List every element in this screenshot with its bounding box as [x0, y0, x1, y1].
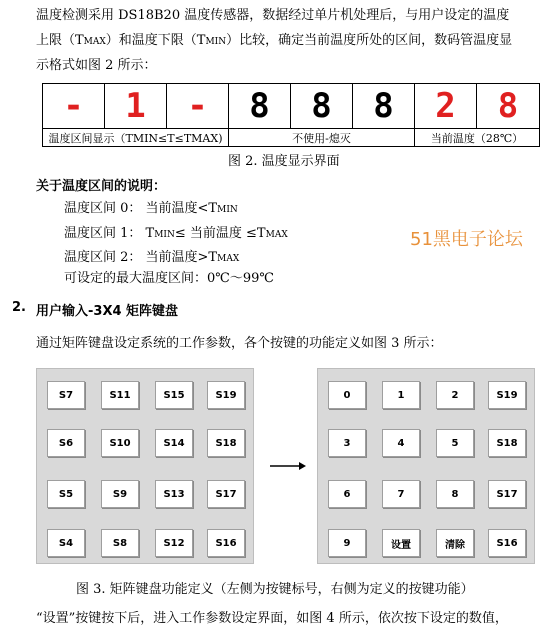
keypad-left-key[interactable]: S7 — [47, 381, 85, 409]
watermark-text: 51黑电子论坛 — [410, 229, 523, 250]
zone-text: ≤ 当前温度 ≤T — [174, 226, 266, 241]
zone-text: 温度区间 1： T — [64, 226, 155, 241]
zone-0-line — [64, 196, 553, 223]
keypad-left-key[interactable]: S6 — [47, 429, 85, 457]
keypad-left-key[interactable]: S14 — [155, 429, 193, 457]
zones-heading: 关于温度区间的说明： — [36, 179, 167, 194]
keypad-left-key[interactable]: S13 — [155, 480, 193, 508]
last-paragraph-line: “设置”按键按下后，进入工作参数设定界面，如图 4 所示，依次按下设定的数值， — [36, 611, 508, 626]
keypad-left-key[interactable]: S10 — [101, 429, 139, 457]
digit-8: 8 — [497, 86, 519, 126]
subscript: MAX — [217, 254, 240, 264]
subscript: MAX — [83, 37, 106, 47]
label-unused: 不使用-熄灭 — [229, 128, 415, 147]
digit-4: 8 — [229, 84, 291, 128]
keypad-right-key[interactable]: 7 — [382, 480, 420, 508]
keypad-right-key[interactable]: 0 — [328, 381, 366, 409]
keypad-left-key[interactable]: S17 — [207, 480, 245, 508]
figure-2-caption: 图 2. 温度显示界面 — [228, 154, 340, 169]
seven-segment-display — [42, 83, 540, 147]
intro-line-2 — [36, 28, 546, 55]
keypad-right-key[interactable]: 1 — [382, 381, 420, 409]
keypad-left-key[interactable]: S12 — [155, 529, 193, 557]
keypad-right-key[interactable]: 8 — [436, 480, 474, 508]
keypad-right-key[interactable]: S17 — [488, 480, 526, 508]
digit-7: 2 — [415, 84, 477, 128]
keypad-right-key[interactable]: S18 — [488, 429, 526, 457]
intro-text: ）和温度下限（T — [105, 33, 206, 48]
keypad-right-key[interactable]: 6 — [328, 480, 366, 508]
keypad-right-key[interactable]: 清除 — [436, 529, 474, 557]
digit-5: 8 — [291, 84, 353, 128]
keypad-right-key[interactable]: S16 — [488, 529, 526, 557]
keypad-left-key[interactable]: S18 — [207, 429, 245, 457]
keypad-right-key[interactable]: 4 — [382, 429, 420, 457]
keypad-right-key[interactable]: S19 — [488, 381, 526, 409]
intro-text: ）比较，确定当前温度所处的区间，数码管温度显 — [226, 33, 513, 48]
digit-3: - — [167, 84, 229, 128]
keypad-right-key[interactable]: 3 — [328, 429, 366, 457]
zone-text: 温度区间 0： 当前温度<T — [64, 201, 218, 216]
subscript: MAX — [265, 230, 288, 240]
keypad-left-key[interactable]: S9 — [101, 480, 139, 508]
keypad-left-key[interactable]: S4 — [47, 529, 85, 557]
keypad-left-key[interactable]: S11 — [101, 381, 139, 409]
keypad-left-key[interactable]: S5 — [47, 480, 85, 508]
label-current-temp: 当前温度（28℃） — [415, 128, 539, 147]
keypad-left-key[interactable]: S19 — [207, 381, 245, 409]
section-number: 2. — [12, 300, 26, 315]
keypad-right-key[interactable]: 设置 — [382, 529, 420, 557]
keypad-left-labels — [36, 368, 254, 564]
subscript: MIN — [217, 205, 238, 215]
section-title: 用户输入-3X4 矩阵键盘 — [36, 304, 179, 319]
zone-text: 温度区间 2： 当前温度>T — [64, 250, 218, 265]
intro-text: 上限（T — [36, 33, 84, 48]
zone-range-line: 可设定的最大温度区间：0℃～99℃ — [64, 271, 274, 286]
label-zone-display: 温度区间显示（TMIN≤T≤TMAX) — [43, 128, 229, 147]
arrow-right-icon — [270, 460, 306, 472]
digit-1: - — [43, 84, 105, 128]
keypad-right-key[interactable]: 2 — [436, 381, 474, 409]
intro-line-1: 温度检测采用 DS18B20 温度传感器，数据经过单片机处理后，与用户设定的温度 — [36, 8, 510, 23]
keypad-left-key[interactable]: S8 — [101, 529, 139, 557]
figure-3-caption: 图 3. 矩阵键盘功能定义（左侧为按键标号，右侧为定义的按键功能） — [76, 582, 474, 597]
keypad-right-key[interactable]: 9 — [328, 529, 366, 557]
keypad-left-key[interactable]: S15 — [155, 381, 193, 409]
keypad-right-functions — [317, 368, 535, 564]
keypad-left-key[interactable]: S16 — [207, 529, 245, 557]
subscript: MIN — [154, 230, 175, 240]
keypad-right-key[interactable]: 5 — [436, 429, 474, 457]
subscript: MIN — [205, 37, 227, 47]
digit-6: 8 — [353, 84, 415, 128]
digit-2: 1 — [105, 84, 167, 128]
intro-line-3: 示格式如图 2 所示： — [36, 58, 157, 73]
section-2-paragraph: 通过矩阵键盘设定系统的工作参数，各个按键的功能定义如图 3 所示： — [36, 336, 443, 351]
